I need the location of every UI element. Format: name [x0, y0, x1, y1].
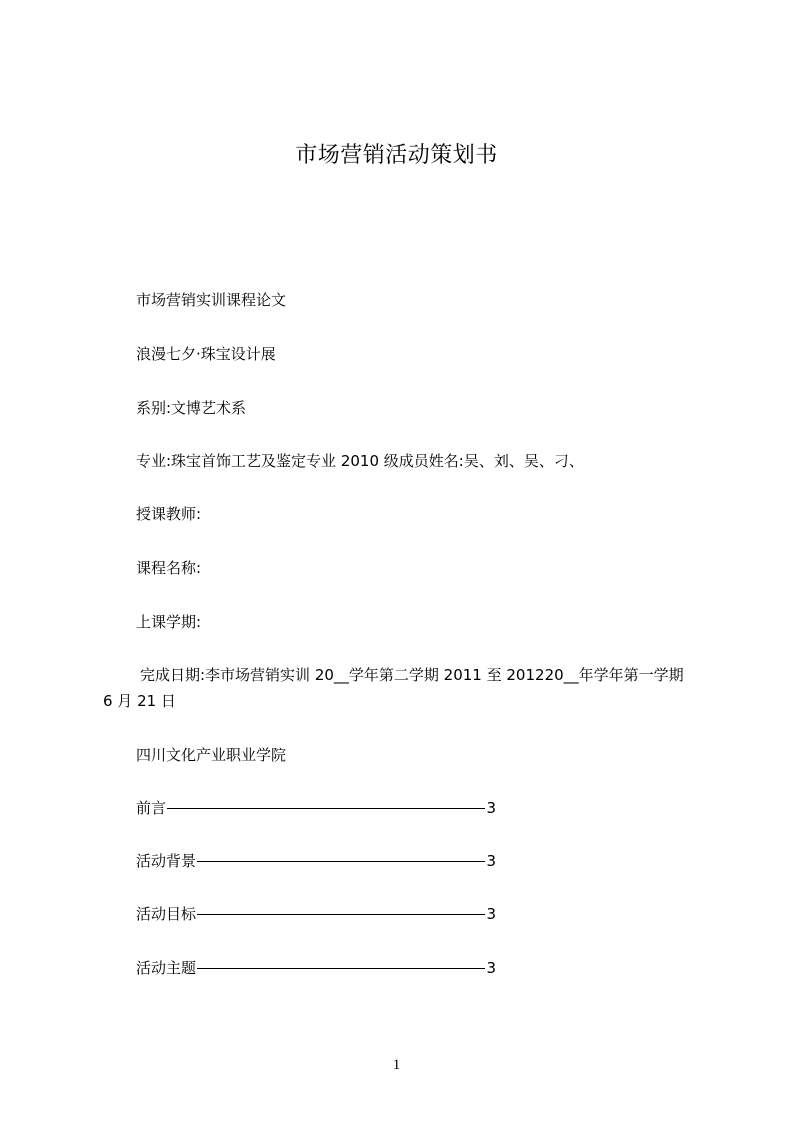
toc-entry — [136, 798, 496, 818]
toc-leader-line — [197, 968, 485, 969]
course-name-line: 课程名称: — [136, 559, 202, 577]
toc-leader-line — [197, 914, 485, 915]
toc-entry — [136, 958, 496, 978]
semester-line: 上课学期: — [136, 613, 202, 631]
document-title: 市场营销活动策划书 — [295, 143, 498, 168]
major-members-line: 专业:珠宝首饰工艺及鉴定专业 2010 级成员姓名:吴、刘、吴、刁、 — [136, 452, 584, 470]
toc-entry-page: 3 — [486, 959, 496, 977]
toc-leader-line — [167, 808, 485, 809]
completion-date-line: 完成日期:李市场营销实训 20__学年第二学期 2011 至 201220__年学年第一学期 — [140, 666, 684, 684]
instructor-line: 授课教师: — [136, 505, 202, 523]
toc-entry-label: 活动主题 — [136, 959, 197, 977]
toc-entry — [136, 904, 496, 924]
toc-entry-page: 3 — [486, 799, 496, 817]
page-number: 1 — [392, 1057, 401, 1073]
college-line: 四川文化产业职业学院 — [136, 746, 287, 764]
toc-entry-label: 活动背景 — [136, 852, 197, 870]
department-line: 系别:文博艺术系 — [136, 399, 247, 417]
toc-entry-page: 3 — [486, 852, 496, 870]
completion-date-continuation: 6 月 21 日 — [103, 692, 176, 710]
toc-entry-page: 3 — [486, 905, 496, 923]
toc-entry — [136, 851, 496, 871]
course-paper-line: 市场营销实训课程论文 — [136, 291, 287, 309]
theme-line: 浪漫七夕·珠宝设计展 — [136, 345, 276, 363]
toc-entry-label: 活动目标 — [136, 905, 197, 923]
toc-leader-line — [197, 861, 485, 862]
toc-entry-label: 前言 — [136, 799, 167, 817]
